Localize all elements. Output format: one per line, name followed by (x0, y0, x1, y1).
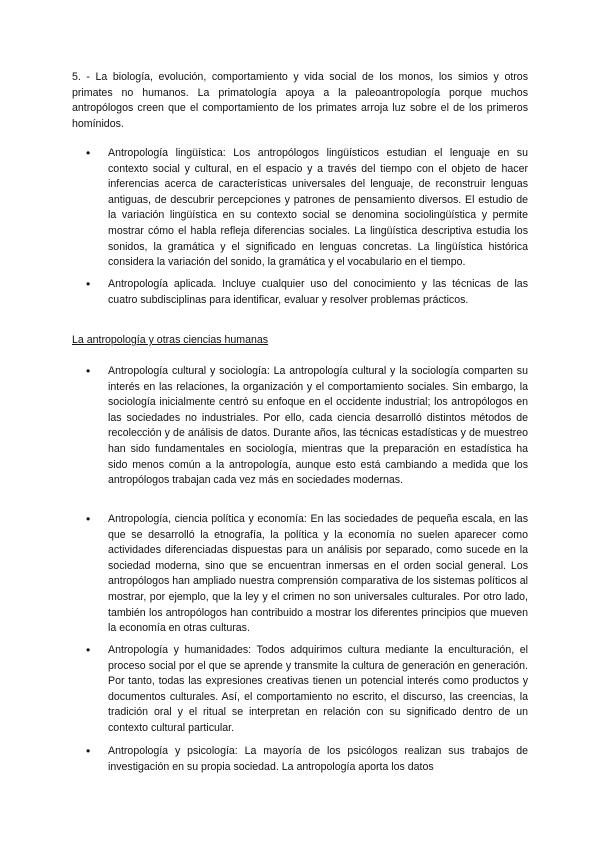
bullet-applied-anthropology: • Antropología aplicada. Incluye cualquier uso del conocimiento y las técnicas de las cuatro subdisciplinas para identificar, evaluar y resolver problemas prácticos. (108, 277, 528, 308)
intro-paragraph: 5. - La biología, evolución, comportamiento y vida social de los monos, los simios y otros primates no humanos. La primatología apoya a la paleoantropología porque muchos antropólogos creen que el comportamiento de los primates arroja luz sobre el de los primeros homínidos. (72, 71, 528, 130)
bullet-political-economy: • Antropología, ciencia política y economía: En las sociedades de pequeña escala, en las que se desarrolló la etnografía, la política y la economía no suelen aparecer como actividades diferenciadas dispuestas para un análisis por separado, como sucede en la sociedad moderna, sino que se encuentran inmersas en el orden social general. Los antropólogos han ampliado nuestra comprensión comparativa de los sistemas políticos al mostrar, por ejemplo, que la ley y el crimen no son universales culturales. Por otro lado, también los antropólogos han contribuido a mostrar los diferentes principios que mueven la economía en otras culturas. (108, 512, 528, 637)
bullet-psychology: • Antropología y psicología: La mayoría de los psicólogos realizan sus trabajos de investigación en su propia sociedad. La antropología aporta los datos (108, 744, 528, 775)
bullet-linguistic-anthropology: • Antropología lingüística: Los antropólogos lingüísticos estudian el lenguaje en su contexto social y cultural, en el espacio y a través del tiempo con el objeto de hacer inferencias acerca de características universales del lenguaje, de reconstruir lenguas antiguas, de descubrir percepciones y patrones de pensamiento diversos. El estudio de la variación lingüística en su contexto social se denomina sociolingüística y permite mostrar cómo el habla refleja diferencias sociales. La lingüística descriptiva estudia los sonidos, la gramática y el significado en lenguas concretas. La lingüística histórica considera la variación del sonido, la gramática y el vocabulario en el tiempo. (108, 146, 528, 271)
section-heading: La antropología y otras ciencias humanas (72, 334, 269, 346)
bullet-humanities: • Antropología y humanidades: Todos adquirimos cultura mediante la enculturación, el proceso social por el que se aprende y transmite la cultura de generación en generación. Por tanto, todas las expresiones creativas tienen un potencial interés como productos y documentos culturales. Así, el comportamiento no escrito, el discurso, las creencias, la tradición oral y el ritual se interpretan en relación con su significado dentro de un contexto cultural particular. (108, 643, 528, 737)
bullet-sociology: • Antropología cultural y sociología: La antropología cultural y la sociología comparten su interés en las relaciones, la organización y el comportamiento sociales. Sin embargo, la sociología inicialmente centró su enfoque en el occidente industrial; los antropólogos en las sociedades no industriales. Por ello, cada ciencia desarrolló distintos métodos de recolección y de análisis de datos. Durante años, las técnicas estadísticas y de muestreo han sido fundamentales en sociología, mientras que la preparación en estadística ha sido menos común a la antropología, aunque esto está cambiando a medida que los antropólogos trabajan cada vez más en sociedades modernas. (108, 364, 528, 489)
